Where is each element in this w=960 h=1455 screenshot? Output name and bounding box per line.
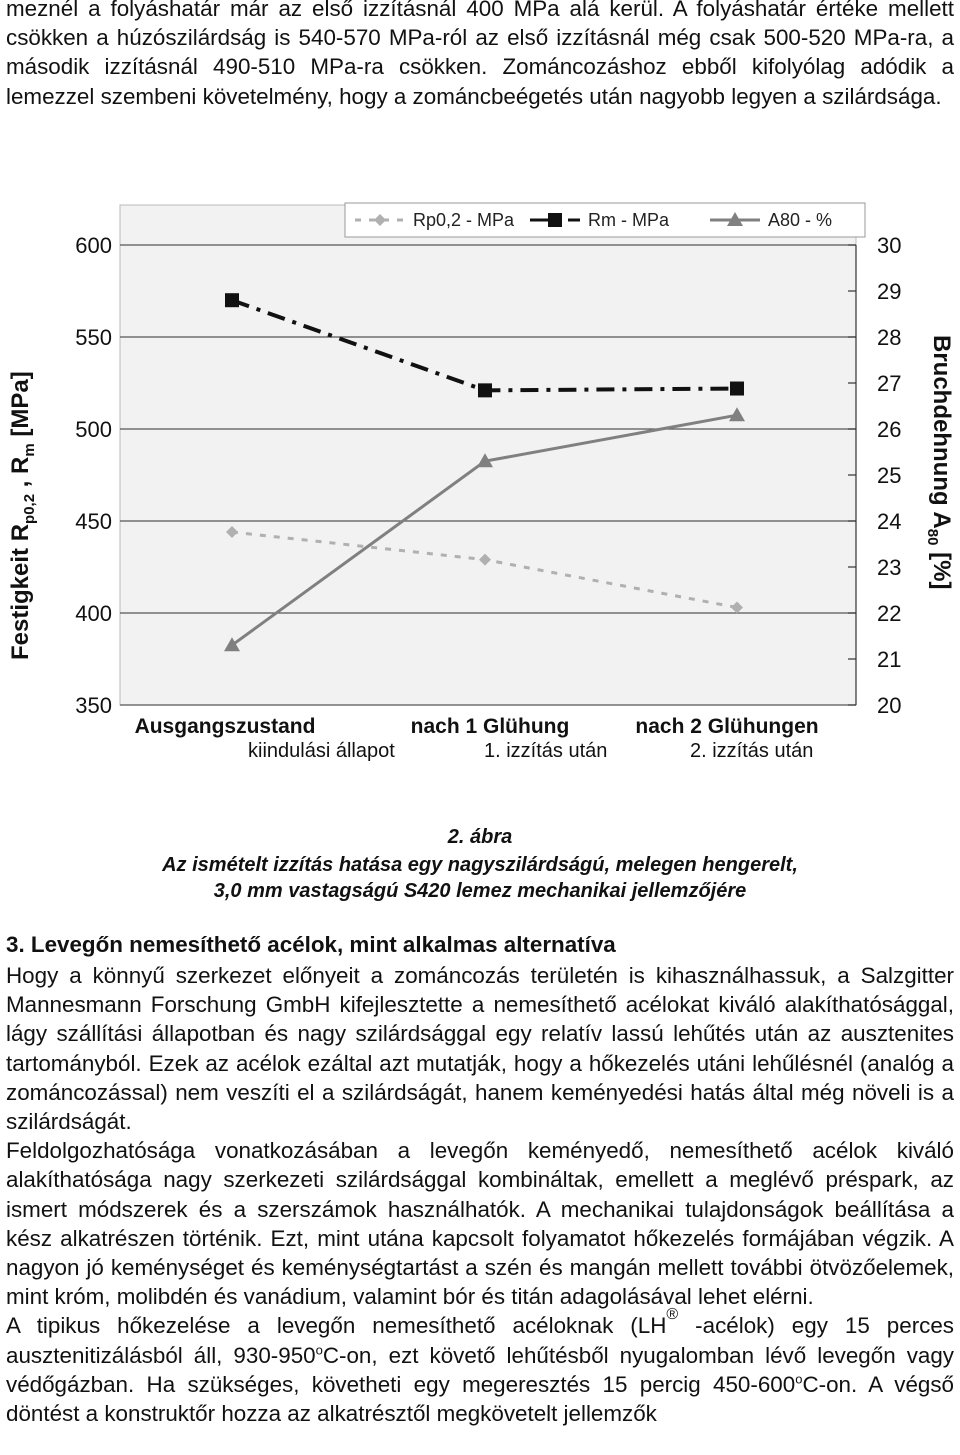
- p3-part-c: C-on, ezt követő lehűtésből nyugalomban lévő levegőn vagy védőgázban. Ha szükséges, követheti egy megeresztés 15 percig 450-600: [6, 1342, 954, 1397]
- ylabel-right-sub: 80: [924, 528, 941, 546]
- ylabel-left-sub1: p0,2: [21, 493, 38, 524]
- left-axis-ticks: [75, 233, 112, 718]
- left-tick-label: 550: [75, 325, 112, 350]
- paragraph-3: [6, 1306, 954, 1428]
- figure-caption-line1: Az ismételt izzítás hatása egy nagyszilárdságú, melegen hengerelt,: [162, 854, 798, 876]
- right-axis-ticks: [877, 233, 901, 718]
- category-labels: [135, 715, 819, 738]
- paragraph-1: Hogy a könnyű szerkezet előnyeit a zománcozás területén is kihasználhassuk, a Salzgitter Mannesmann Forschung GmbH kifejlesztette a nemesíthető acélokat kiváló alakíthatósággal, lágy szállítási állapotban és nagy szilárdsággal egy relatív lassú lehűtés után az ausztenites tartományból. Ezek az acélok ezáltal azt mutatják, hogy a hőkezelés utáni lehűlésnél (analóg a zománcozással) nem veszíti el a szilárdságát, hanem keményedési hatás által még növeli is a szilárdságát.: [6, 963, 954, 1135]
- ylabel-left-mid: , R: [7, 456, 34, 494]
- ylabel-left-unit: [MPa]: [7, 371, 34, 444]
- p3-part-d: C-on. A végső döntést a konstruktőr hozza az alkatrésztől megkövetelt jellemzők: [6, 1371, 954, 1427]
- square-marker: [730, 382, 744, 396]
- legend-label: A80 - %: [768, 210, 833, 230]
- legend-label: Rp0,2 - MPa: [413, 210, 515, 230]
- intro-paragraph: meznél a folyáshatár már az első izzításnál 400 MPa alá kerül. A folyáshatár értéke mellett csökken a húzószilárdság is 540-570 MPa-ról az első izzításnál még csak 500-520 MPa-ra, a második izzításnál 490-510 MPa-ra csökken. Zománcozáshoz ebből kifolyólag adódik a lemezzel szembeni követelmény, hogy a zománcbeégetés után nagyobb legyen a szilárdsága.: [6, 0, 954, 109]
- right-axis-label: [924, 335, 955, 589]
- square-marker: [225, 293, 239, 307]
- right-tick-label: 28: [877, 325, 902, 350]
- left-tick-label: 450: [75, 509, 112, 534]
- right-tick-label: 23: [877, 555, 902, 580]
- right-tick-label: 24: [877, 509, 902, 534]
- right-tick-label: 21: [877, 647, 902, 672]
- square-marker: [548, 213, 562, 227]
- category-label: nach 1 Glühung: [410, 715, 570, 738]
- right-tick-label: 22: [877, 601, 902, 626]
- left-tick-label: 350: [75, 693, 112, 718]
- ylabel-right-unit: [%]: [928, 545, 955, 590]
- registered-mark: ®: [666, 1306, 679, 1324]
- body-text: [6, 961, 954, 1428]
- mechanical-properties-chart: [0, 195, 960, 795]
- figure-number: 2. ábra: [447, 826, 513, 848]
- right-tick-label: 20: [877, 693, 902, 718]
- right-tick-label: 25: [877, 463, 902, 488]
- degree-sup-1: o: [315, 1342, 323, 1358]
- right-tick-label: 26: [877, 417, 902, 442]
- translation-label-0: kiindulási állapot: [248, 740, 395, 762]
- p3-part-a: A tipikus hőkezelése a levegőn nemesíthető acéloknak (LH: [6, 1313, 667, 1339]
- left-tick-label: 600: [75, 233, 112, 258]
- right-tick-label: 29: [877, 279, 902, 304]
- chart-legend: [345, 203, 865, 237]
- figure-caption-line2: 3,0 mm vastagságú S420 lemez mechanikai jellemzőjére: [213, 880, 747, 902]
- translation-label-2: 2. izzítás után: [690, 740, 814, 762]
- left-tick-label: 400: [75, 601, 112, 626]
- paragraph-2: Feldolgozhatósága vonatkozásában a levegőn keményedő, nemesíthető acélok kiváló alakíthatósága nagy szerkezeti szilárdsággal kombináltak, emellett a meglévő préspark, az ismert módszerek és a szerszámok használhatók. A mechanikai tulajdonságok beállítása a kész alkatrészen történik. Ezt, mint utána kapcsolt folyamatot hőkezelés formájában végzik. A nagyon jó keménységet és keménységtartást a szén és mangán mellett további ötvözőelemek, mint króm, molibdén és vanádium, valamint bór és titán adagolásával lehet elérni.: [6, 1138, 954, 1310]
- category-label: Ausgangszustand: [134, 715, 316, 738]
- right-tick-label: 27: [877, 371, 902, 396]
- legend-label: Rm - MPa: [588, 210, 669, 230]
- category-label: nach 2 Glühungen: [635, 715, 819, 738]
- degree-sup-2: o: [795, 1371, 803, 1387]
- ylabel-left-main: Festigkeit R: [7, 523, 34, 660]
- square-marker: [478, 383, 492, 397]
- section-title: 3. Levegőn nemesíthető acélok, mint alkalmas alternatíva: [6, 932, 616, 957]
- left-tick-label: 500: [75, 417, 112, 442]
- ylabel-left-sub2: m: [21, 443, 38, 457]
- left-axis-label: [7, 371, 38, 660]
- plot-area: [120, 205, 856, 705]
- legend-item-1: [530, 210, 670, 230]
- translation-label-1: 1. izzítás után: [484, 740, 608, 762]
- p3-part-b: -acélok) egy 15 perces ausztenitizálásból áll, 930-950: [6, 1313, 954, 1368]
- ylabel-right-main: Bruchdehnung A: [928, 335, 955, 529]
- right-tick-label: 30: [877, 233, 902, 258]
